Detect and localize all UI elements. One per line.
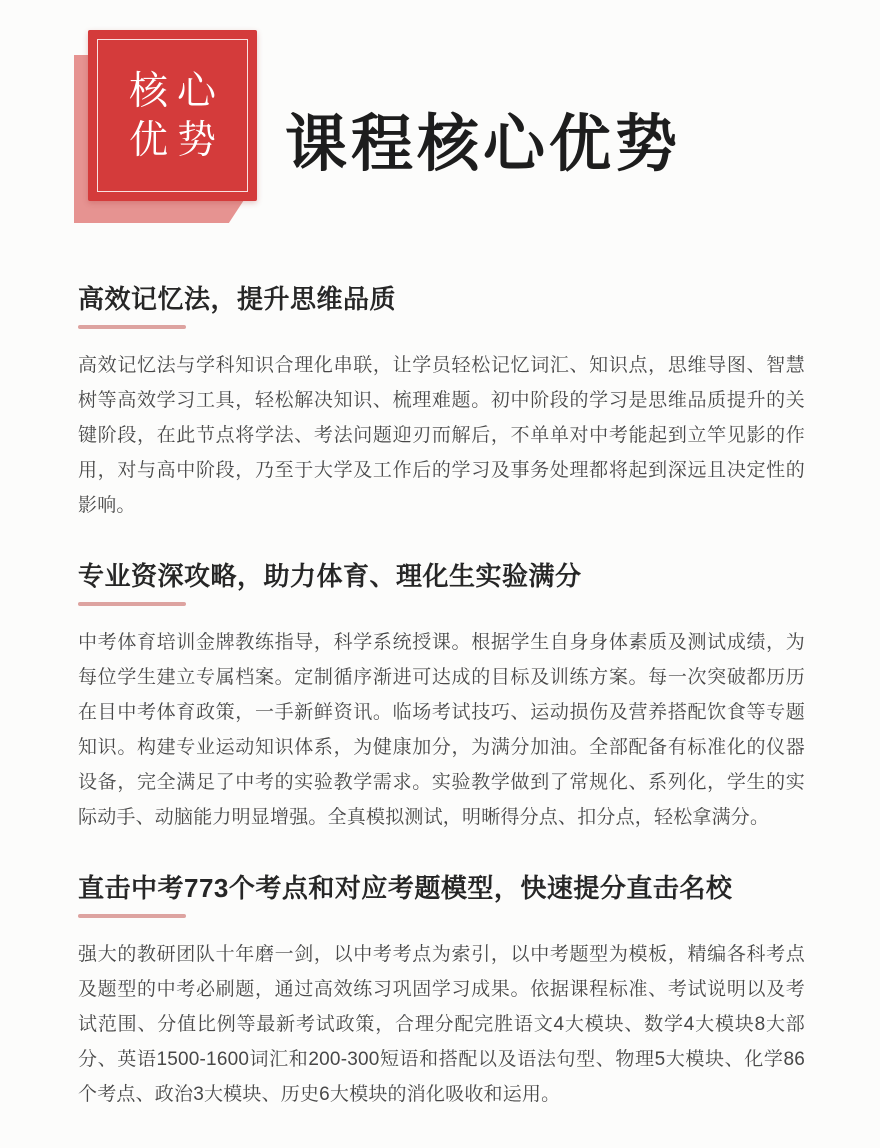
section-heading: 专业资深攻略，助力体育、理化生实验满分: [78, 561, 582, 591]
page-title: 课程核心优势: [285, 109, 682, 179]
heading-underline: [78, 914, 186, 918]
section-heading: 直击中考773个考点和对应考题模型，快速提分直击名校: [78, 873, 733, 903]
section-memory-method: [78, 282, 805, 523]
badge-text-line1: 核心: [128, 69, 225, 113]
badge-red-square: [88, 30, 257, 201]
heading-underline: [78, 325, 186, 329]
page-header: [0, 0, 880, 260]
section-exam-points: [78, 871, 805, 1112]
section-body-text: 高效记忆法与学科知识合理化串联，让学员轻松记忆词汇、知识点，思维导图、智慧树等高效学习工具，轻松解决知识、梳理难题。初中阶段的学习是思维品质提升的关键阶段，在此节点将学法、考法问题迎刃而解后，不单单对中考能起到立竿见影的作用，对与高中阶段，乃至于大学及工作后的学习及事务处理都将起到深远且决定性的影响。: [78, 355, 805, 516]
section-body-text: 中考体育培训金牌教练指导，科学系统授课。根据学生自身身体素质及测试成绩，为每位学生建立专属档案。定制循序渐进可达成的目标及训练方案。每一次突破都历历在目中考体育政策，一手新鲜资讯。临场考试技巧、运动损伤及营养搭配饮食等专题知识。构建专业运动知识体系，为健康加分，为满分加油。全部配备有标准化的仪器设备，完全满足了中考的实验教学需求。实验教学做到了常规化、系列化，学生的实际动手、动脑能力明显增强。全真模拟测试，明晰得分点、扣分点，轻松拿满分。: [78, 632, 805, 828]
badge-text-line2: 优势: [128, 118, 225, 162]
section-heading: 高效记忆法，提升思维品质: [78, 284, 397, 314]
badge-inner-border: [97, 39, 248, 192]
core-advantage-badge: [0, 0, 270, 240]
section-pe-lab-strategy: [78, 559, 805, 835]
section-body-text: 强大的教研团队十年磨一剑，以中考考点为索引，以中考题型为模板，精编各科考点及题型的中考必刷题，通过高效练习巩固学习成果。依据课程标准、考试说明以及考试范围、分值比例等最新考试政策，合理分配完胜语文4大模块、数学4大模块8大部分、英语1500-1600词汇和200-300短语和搭配以及语法句型、物理5大模块、化学86个考点、政治3大模块、历史6大模块的消化吸收和运用。: [78, 944, 805, 1105]
sections-container: [78, 282, 805, 1148]
heading-underline: [78, 602, 186, 606]
